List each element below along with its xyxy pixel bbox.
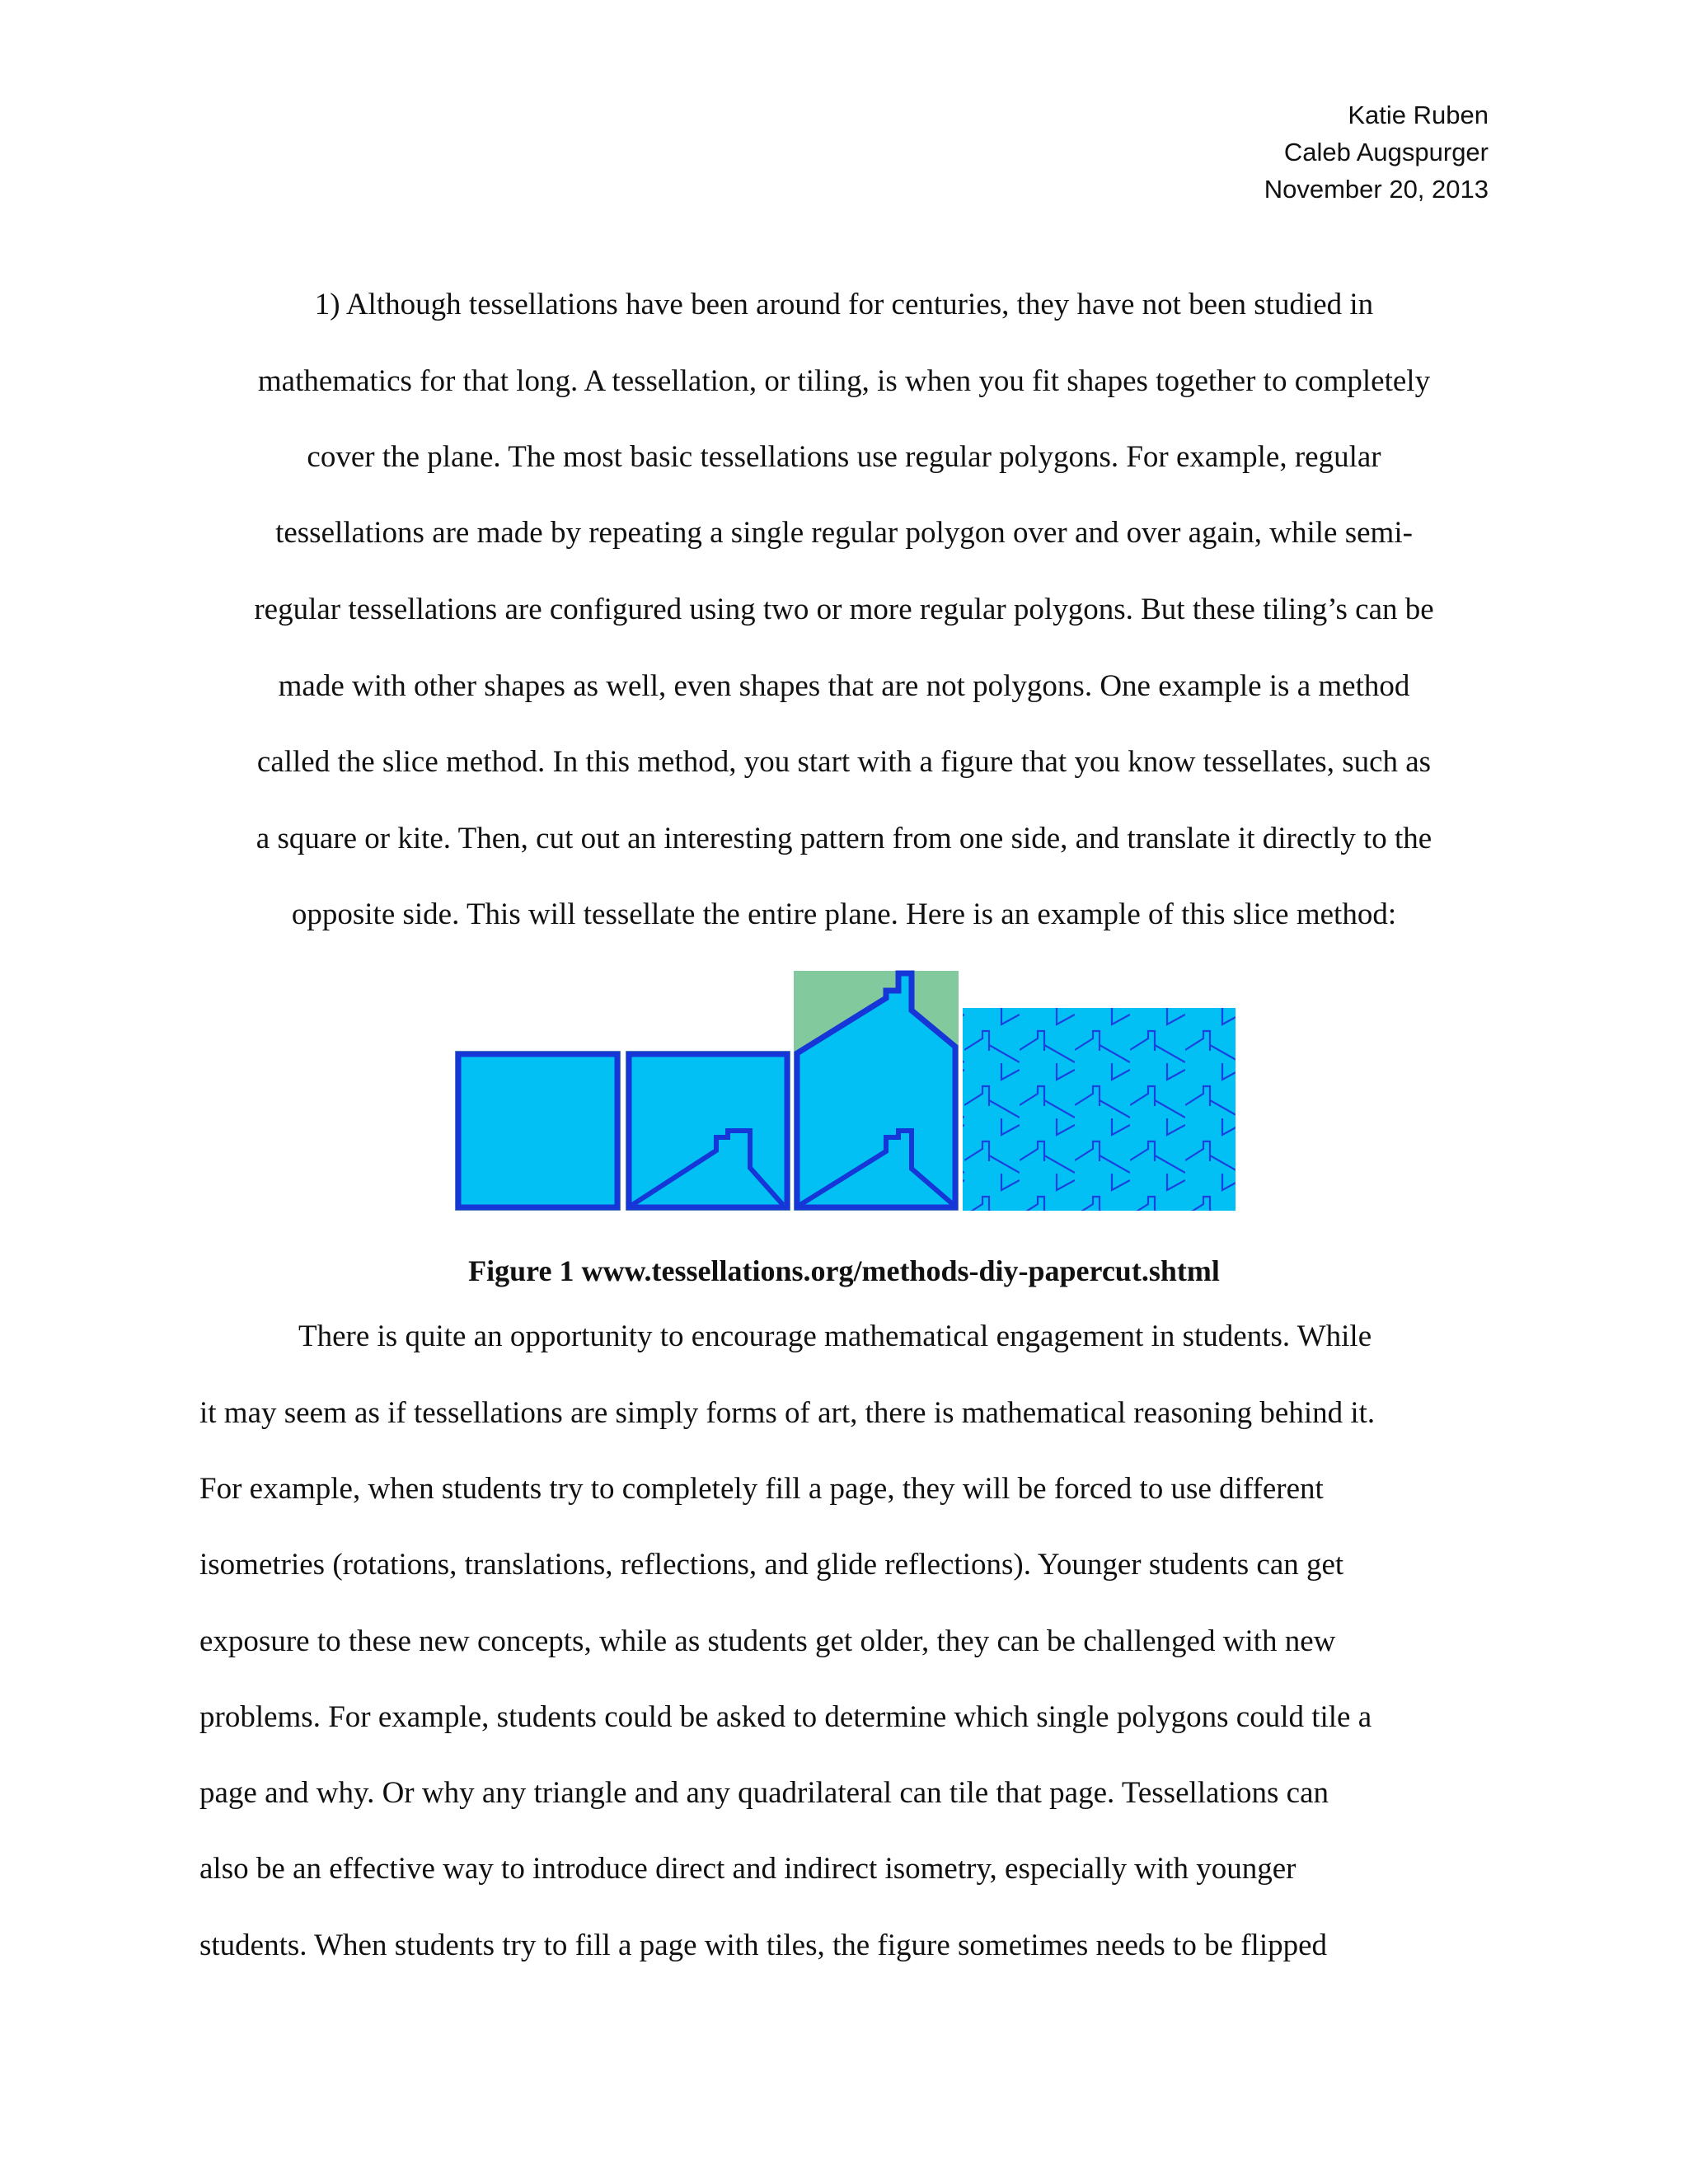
text-line: called the slice method. In this method, you start with a figure that you know tessellates, such as <box>256 745 1432 779</box>
figure-caption: Figure 1 www.tessellations.org/methods-diy-papercut.shtml <box>468 1254 1220 1287</box>
text-line: tessellations are made by repeating a single regular polygon over and over again, while semi- <box>275 516 1413 550</box>
text-line: it may seem as if tessellations are simply forms of art, there is mathematical reasoning behind it. <box>199 1396 1376 1430</box>
square-tile-panel <box>455 1051 621 1211</box>
author-name: Katie Ruben <box>1348 101 1489 129</box>
author-name: Caleb Augspurger <box>1283 138 1489 166</box>
text-line: cover the plane. The most basic tessellations use regular polygons. For example, regular <box>307 440 1381 474</box>
text-line: made with other shapes as well, even shapes that are not polygons. One example is a method <box>278 669 1410 703</box>
text-line: regular tessellations are configured using two or more regular polygons. But these tiling’s can be <box>254 593 1434 626</box>
house-cut-tile-panel <box>626 1051 790 1211</box>
text-line: For example, when students try to completely fill a page, they will be forced to use different <box>199 1472 1324 1506</box>
text-line: There is quite an opportunity to encourage mathematical engagement in students. While <box>298 1319 1372 1353</box>
text-line: also be an effective way to introduce direct and indirect isometry, especially with younger <box>199 1852 1296 1886</box>
house-tile-panel <box>794 971 959 1211</box>
text-line: page and why. Or why any triangle and any quadrilateral can tile that page. Tessellations can <box>199 1776 1329 1810</box>
text-line: isometries (rotations, translations, reflections, and glide reflections). Younger students can get <box>199 1548 1344 1582</box>
text-line: 1) Although tessellations have been around for centuries, they have not been studied in <box>314 288 1374 321</box>
text-line: mathematics for that long. A tessellation, or tiling, is when you fit shapes together to completely <box>257 364 1431 398</box>
tessellation-pattern-panel <box>963 1008 1236 1211</box>
text-line: a square or kite. Then, cut out an interesting pattern from one side, and translate it directly to the <box>256 822 1432 855</box>
text-line: opposite side. This will tessellate the entire plane. Here is an example of this slice method: <box>291 898 1397 931</box>
text-line: students. When students try to fill a page with tiles, the figure sometimes needs to be flipped <box>199 1929 1328 1962</box>
text-line: exposure to these new concepts, while as students get older, they can be challenged with new <box>199 1624 1336 1658</box>
header-block <box>912 96 1489 208</box>
text-line: problems. For example, students could be asked to determine which single polygons could tile a <box>199 1700 1372 1734</box>
document-date: November 20, 2013 <box>1264 175 1489 204</box>
